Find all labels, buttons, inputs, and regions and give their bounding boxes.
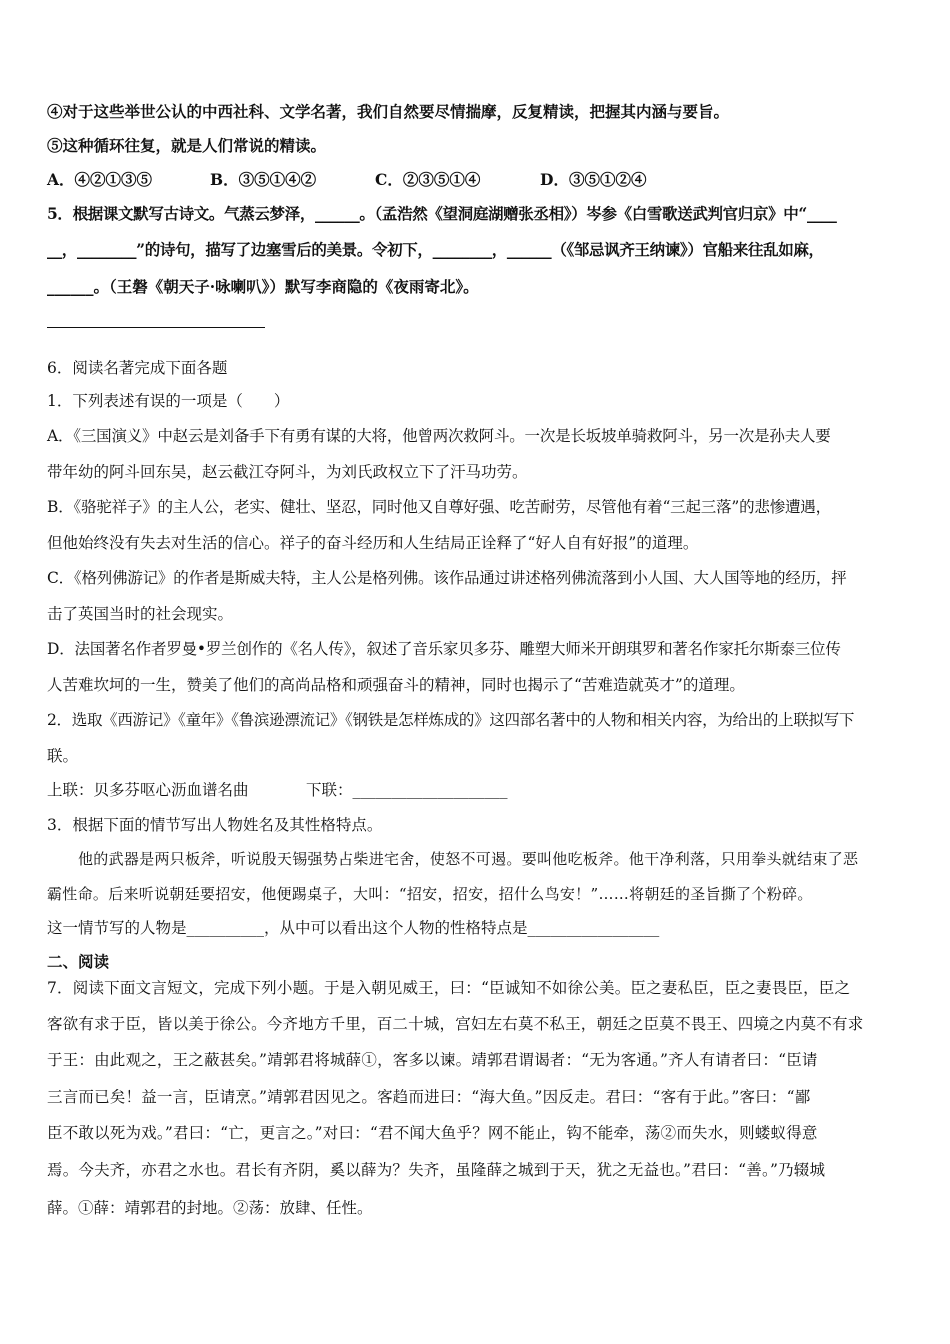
statement-4: ④对于这些举世公认的中西社科、文学名著，我们自然要尽情揣摩，反复精读，把握其内涵与要旨。 (47, 102, 730, 121)
q6-sub3: 3．根据下面的情节写出人物姓名及其性格特点。 (47, 816, 383, 834)
q7-line-5: 臣不敢以死为戏。”君曰：“亡，更言之。”对曰：“君不闻大鱼乎？网不能止，钩不能牵，荡②而失水，则蝼蚁得意 (47, 1124, 818, 1142)
q7-line-4: 三言而已矣！益一言，臣请烹。”靖郭君因见之。客趋而进曰：“海大鱼。”因反走。君曰：“客有于此。”客曰：“鄙 (47, 1088, 811, 1106)
q6-title: 6．阅读名著完成下面各题 (47, 359, 228, 377)
q6-option-b-line2: 但他始终没有失去对生活的信心。祥子的奋斗经历和人生结局正诠释了“好人自有好报”的道理。 (47, 534, 699, 552)
q5-line-1: 5．根据课文默写古诗文。气蒸云梦泽，______。（孟浩然《望洞庭湖赠张丞相》）岑参《白雪歌送武判官归京》中“____ (47, 204, 837, 223)
q6-option-c-line2: 击了英国当时的社会现实。 (47, 605, 234, 623)
passage-line-1: 他的武器是两只板斧，听说殷天锡强势占柴进宅舍，使怒不可遏。要叫他吃板斧。他干净利落，只用拳头就结束了恶 (78, 850, 859, 868)
answer-options (47, 170, 646, 190)
q7-line-6: 焉。今夫齐，亦君之水也。君长有齐阴，奚以薛为？失齐，虽隆薛之城到于天，犹之无益也。”君曰：“善。”乃辍城 (47, 1161, 826, 1179)
option-d: D．③⑤①②④ (540, 170, 647, 189)
q6-option-a-line1: A．《三国演义》中赵云是刘备手下有勇有谋的大将，他曾两次救阿斗。一次是长坂坡单骑救阿斗，另一次是孙夫人要 (47, 427, 831, 445)
q6-option-c-line1: C．《格列佛游记》的作者是斯威夫特，主人公是格列佛。该作品通过讲述格列佛流落到小人国、大人国等地的经历，抨 (47, 569, 847, 587)
q6-answer-line: 这一情节写的人物是__________，从中可以看出这个人物的性格特点是_________________ (47, 919, 660, 937)
option-a: A．④②①③⑤ (47, 170, 153, 189)
q5-line-2: __，________”的诗句，描写了边塞雪后的美景。令初下，________，______（《邹忌讽齐王纳谏》）官船来往乱如麻， (47, 240, 824, 259)
q7-line-2: 客欲有求于臣，皆以美于徐公。今齐地方千里，百二十城，宫妇左右莫不私王，朝廷之臣莫不畏王、四境之内莫不有求 (47, 1015, 864, 1033)
couplet-lower: 下联：____________________ (306, 781, 508, 799)
q7-line-3: 于王：由此观之，王之蔽甚矣。”靖郭君将城薛①，客多以谏。靖郭君谓谒者：“无为客通。”齐人有请者曰：“臣请 (47, 1051, 818, 1069)
option-c: C．②③⑤①④ (375, 170, 481, 189)
q7-line-7: 薛。①薛：靖郭君的封地。②荡：放肆、任性。 (47, 1199, 373, 1217)
q6-sub1: 1．下列表述有误的一项是（ ） (47, 392, 290, 410)
q6-option-d-line2: 人苦难坎坷的一生，赞美了他们的高尚品格和顽强奋斗的精神，同时也揭示了“苦难造就英才”的道理。 (47, 676, 745, 694)
q6-option-d-line1: D．法国著名作者罗曼•罗兰创作的《名人传》，叙述了音乐家贝多芬、雕塑大师米开朗琪罗和著名作家托尔斯泰三位传 (47, 640, 841, 658)
couplet-upper: 上联：贝多芬呕心沥血谱名曲 (47, 781, 249, 799)
q6-sub2-line2: 联。 (47, 747, 79, 765)
q6-option-b-line1: B．《骆驼祥子》的主人公，老实、健壮、坚忍，同时他又自尊好强、吃苦耐劳，尽管他有着“三起三落”的悲惨遭遇， (47, 498, 831, 516)
q5-line-3: ______。（王磐《朝天子·咏喇叭》）默写李商隐的《夜雨寄北》。 (47, 277, 479, 296)
q7-line-1: 7．阅读下面文言短文，完成下列小题。于是入朝见威王，曰：“臣诚知不如徐公美。臣之妻私臣，臣之妻畏臣，臣之 (47, 979, 851, 997)
passage-line-2: 霸性命。后来听说朝廷要招安，他便踢桌子，大叫：“招安，招安，招什么鸟安！”……将朝廷的圣旨撕了个粉碎。 (47, 885, 813, 903)
option-b: B．③⑤①④② (210, 170, 317, 189)
section-heading: 二、阅读 (47, 952, 110, 971)
statement-5: ⑤这种循环往复，就是人们常说的精读。 (47, 136, 327, 155)
q6-sub2-line1: 2．选取《西游记》《童年》《鲁滨逊漂流记》《钢铁是怎样炼成的》这四部名著中的人物和相关内容，为给出的上联拟写下 (47, 711, 855, 729)
q6-option-a-line2: 带年幼的阿斗回东吴，赵云截江夺阿斗，为刘氏政权立下了汗马功劳。 (47, 463, 528, 481)
answer-rule (47, 327, 265, 328)
couplet (47, 780, 508, 800)
